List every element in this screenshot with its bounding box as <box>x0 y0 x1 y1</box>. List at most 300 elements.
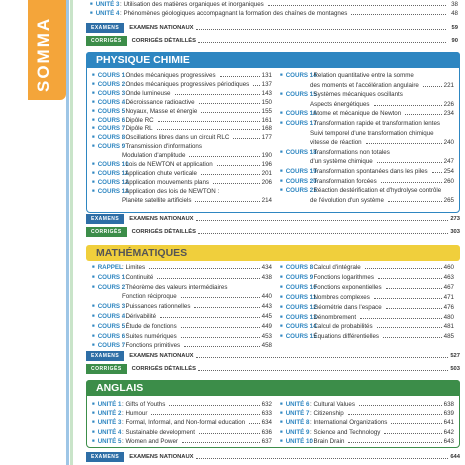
leader-dots <box>196 217 448 221</box>
entry-page: 471 <box>443 293 454 301</box>
leader-dots <box>196 26 446 30</box>
corriges-title: CORRIGÉS DÉTAILLÉS <box>131 229 196 235</box>
anglais-header <box>86 380 460 396</box>
toc-entry[interactable] <box>92 438 272 445</box>
entry-title: : Fonctions exponentielles <box>310 283 382 291</box>
leader-dots <box>199 100 260 104</box>
entry-page: 460 <box>443 264 454 271</box>
entry-title: : Oscillations libres dans un circuit RLC <box>122 134 230 142</box>
entry-page: 480 <box>443 313 454 321</box>
entry-label: ■ COURS 10 <box>92 161 122 168</box>
entry-page: 196 <box>261 161 272 168</box>
toc-entry[interactable] <box>92 313 272 320</box>
toc-entry[interactable] <box>280 401 454 408</box>
maths-header <box>86 245 460 261</box>
toc-entry[interactable] <box>92 161 272 168</box>
entry-title: de l'évolution d'un système <box>310 196 384 204</box>
maths-title: MATHÉMATIQUES <box>96 247 188 259</box>
toc-entry[interactable] <box>92 134 272 141</box>
corriges-tag: CORRIGÉS <box>86 364 127 374</box>
entry-label: ■ COURS 13 <box>92 188 122 195</box>
entry-label: ■ COURS 8 <box>92 134 122 141</box>
toc-entry[interactable] <box>92 284 272 291</box>
entry-title: : Théorème des valeurs intermédiaires <box>122 283 228 291</box>
entry-page: 214 <box>261 196 272 204</box>
leader-dots <box>181 294 260 298</box>
entry-page: 254 <box>443 168 454 175</box>
leader-dots <box>377 324 442 328</box>
toc-entry[interactable] <box>280 419 454 426</box>
entry-title: : Systèmes mécaniques oscillants <box>310 91 403 99</box>
entry-page: 481 <box>443 323 454 331</box>
entry-page: 637 <box>261 437 272 445</box>
entry-page: 467 <box>443 283 454 291</box>
entry-title: : Lois de NEWTON et application <box>122 161 213 168</box>
entry-page: 265 <box>443 196 454 204</box>
entry-label: ■ UNITÉ 9 <box>280 429 310 436</box>
leader-dots <box>157 275 259 279</box>
leader-dots <box>360 315 442 319</box>
toc-entry[interactable] <box>280 323 454 330</box>
exams-title: EXAMENS NATIONAUX <box>129 25 194 31</box>
toc-entry[interactable] <box>92 333 272 340</box>
leader-dots <box>201 171 260 175</box>
leader-dots <box>149 265 260 269</box>
entry-title: : Décroissance radioactive <box>122 98 195 106</box>
entry-title: : Transmission d'informations <box>122 143 202 151</box>
entry-page: 485 <box>443 333 454 341</box>
entry-title: d'un système chimique <box>310 158 373 166</box>
entry-title: : Limites <box>122 264 146 271</box>
leader-dots <box>388 198 442 202</box>
exams-title: EXAMENS NATIONAUX <box>129 353 194 359</box>
entry-label: ■ COURS 5 <box>92 108 122 115</box>
corriges-tag: CORRIGÉS <box>86 36 127 46</box>
entry-label: ■ COURS 20 <box>280 178 310 185</box>
entry-label: ■ COURS 17 <box>280 120 310 127</box>
toc-entry[interactable] <box>92 293 272 300</box>
toc-entry[interactable] <box>90 10 458 17</box>
entry-title: vitesse de réaction <box>310 139 362 147</box>
entry-label: ■ COURS 18 <box>280 149 310 156</box>
leader-dots <box>157 126 260 130</box>
entry-title: : Ondes mécaniques progressives <box>122 72 216 79</box>
toc-entry[interactable] <box>280 178 454 185</box>
toc-entry[interactable] <box>92 429 272 436</box>
entry-label: ■ COURS 7 <box>92 342 122 349</box>
toc-entry[interactable] <box>92 99 272 106</box>
leader-dots <box>233 135 259 139</box>
entry-title: Suivi temporel d'une transformation chimique <box>310 129 434 137</box>
exams-tag: EXAMENS <box>86 452 124 462</box>
entry-title: : Dipôle RC <box>122 116 154 124</box>
entry-title: : Suites numériques <box>122 332 177 340</box>
entry-page: 247 <box>443 158 454 166</box>
toc-entry[interactable] <box>92 410 272 417</box>
entry-title: : Calcul de probabilités <box>310 323 373 331</box>
toc-entry[interactable] <box>280 168 454 175</box>
leader-dots <box>268 2 446 6</box>
side-divider-green <box>70 0 73 465</box>
corriges-title: CORRIGÉS DÉTAILLÉS <box>131 38 196 44</box>
toc-entry[interactable] <box>280 264 454 271</box>
entry-label: ■ COURS 2 <box>92 81 122 88</box>
entry-label: ■ COURS 5 <box>92 323 122 330</box>
entry-label: ■ COURS 4 <box>92 313 122 320</box>
toc-entry[interactable] <box>92 125 272 132</box>
leader-dots <box>386 285 442 289</box>
entry-page: 643 <box>443 437 454 445</box>
entry-title: : Étude de fonctions <box>122 322 177 330</box>
entry-title: : Formal, Informal, and Non-formal education <box>122 419 246 427</box>
entry-label: ■ UNITÉ 8 <box>280 419 310 426</box>
leader-dots <box>386 305 442 309</box>
entry-label: ■ UNITÉ 3 <box>92 419 122 426</box>
entry-page: 440 <box>261 293 272 301</box>
entry-label: ■ COURS 4 <box>92 99 122 106</box>
leader-dots <box>366 140 442 144</box>
entry-page: 221 <box>443 81 454 89</box>
entry-title: : Women and Power <box>122 437 178 445</box>
entry-page: 168 <box>261 125 272 133</box>
entry-label: ■ UNITÉ 5 <box>92 438 122 445</box>
leader-dots <box>181 324 260 328</box>
toc-entry[interactable] <box>280 158 454 165</box>
leader-dots <box>189 153 259 157</box>
leader-dots <box>348 411 442 415</box>
leader-dots <box>213 180 260 184</box>
toc-entry[interactable] <box>280 304 454 311</box>
entry-title: : Transformations non totales <box>310 148 390 156</box>
entry-title: : Équations différentielles <box>310 333 380 341</box>
entry-page: 190 <box>261 152 272 160</box>
entry-title: Planète satellite artificiels <box>122 196 192 204</box>
toc-entry[interactable] <box>92 264 272 271</box>
leader-dots <box>158 118 260 122</box>
maths-corriges-entry[interactable] <box>86 364 460 374</box>
toc-entry[interactable] <box>92 152 272 159</box>
entry-label: ■ RAPPEL <box>92 264 122 271</box>
toc-entry[interactable] <box>280 82 454 89</box>
entry-label: ■ COURS 9 <box>280 274 310 281</box>
toc-entry[interactable] <box>280 139 454 146</box>
leader-dots <box>432 169 442 173</box>
toc-entry[interactable] <box>92 90 272 97</box>
toc-entry[interactable] <box>280 410 454 417</box>
entry-page: 434 <box>261 264 272 271</box>
leader-dots <box>220 73 260 77</box>
entry-title: : Transformation forcées <box>310 177 377 185</box>
sommaire-label: SOMMA <box>34 16 53 92</box>
toc-entry[interactable] <box>280 149 454 156</box>
entry-label: ■ COURS 15 <box>280 91 310 98</box>
entry-label: ■ COURS 7 <box>92 125 122 132</box>
entry-title: : International Organizations <box>310 419 388 427</box>
entry-label: ■ COURS 6 <box>92 117 122 124</box>
toc-entry[interactable] <box>92 143 272 150</box>
entry-page: 177 <box>261 134 272 142</box>
toc-entry[interactable] <box>280 333 454 340</box>
entry-title: : Gifts of Youths <box>122 401 166 408</box>
entry-page: 260 <box>443 177 454 185</box>
entry-label: ■ COURS 13 <box>280 314 310 321</box>
entry-label: ■ COURS 19 <box>280 168 310 175</box>
toc-entry[interactable] <box>92 188 272 195</box>
entry-label: ■ COURS 1 <box>92 274 122 281</box>
entry-title: : Puissances rationnelles <box>122 303 191 311</box>
exams-page: 273 <box>450 216 460 222</box>
leader-dots <box>377 159 442 163</box>
entry-page: 632 <box>261 401 272 408</box>
entry-page: 240 <box>443 139 454 147</box>
entry-label: ■ COURS 6 <box>92 333 122 340</box>
toc-entry[interactable] <box>92 72 272 79</box>
entry-page: 38 <box>451 1 458 8</box>
leader-dots <box>169 402 259 406</box>
entry-page: 443 <box>261 303 272 311</box>
leader-dots <box>198 367 448 371</box>
entry-title: : Calcul d'intégrale <box>310 264 361 271</box>
leader-dots <box>374 102 442 106</box>
entry-title: : Utilisation des matières organiques et inorganiques <box>120 1 264 8</box>
entry-title: : Fonctions logarithmes <box>310 273 374 281</box>
entry-label: ■ UNITÉ 4 <box>92 429 122 436</box>
entry-title: : Réaction destérification et d'hydrolyse contrôle <box>310 187 442 195</box>
entry-label: ■ UNITÉ 4 <box>90 10 120 17</box>
entry-label: ■ COURS 3 <box>92 303 122 310</box>
corriges-page: 90 <box>451 38 458 44</box>
leader-dots <box>217 162 260 166</box>
entry-title: : Transformation spontanées dans les piles <box>310 168 428 175</box>
entry-label: ■ COURS 12 <box>92 179 122 186</box>
entry-title: : Sustainable development <box>122 428 195 436</box>
entry-label: ■ COURS 14 <box>280 72 310 79</box>
entry-page: 150 <box>261 98 272 106</box>
entry-page: 449 <box>261 322 272 330</box>
entry-label: ■ COURS 14 <box>280 323 310 330</box>
entry-page: 201 <box>261 169 272 177</box>
leader-dots <box>194 304 259 308</box>
toc-entry[interactable] <box>280 284 454 291</box>
entry-page: 137 <box>261 80 272 88</box>
entry-title: : Nombres complexes <box>310 293 370 301</box>
sommaire-side-tab <box>28 0 66 100</box>
entry-page: 642 <box>443 428 454 436</box>
exams-page: 644 <box>450 454 460 460</box>
leader-dots <box>196 354 448 358</box>
physique-corriges-entry[interactable] <box>86 227 460 237</box>
toc-entry[interactable] <box>92 197 272 204</box>
physique-header <box>86 52 460 68</box>
entry-title: : Noyaux, Masse et énergie <box>122 107 198 115</box>
leader-dots <box>253 82 259 86</box>
toc-entry[interactable] <box>280 314 454 321</box>
entry-title: Modulation d'amplitude <box>122 152 186 160</box>
entry-page: 155 <box>261 107 272 115</box>
exams-tag: EXAMENS <box>86 214 124 224</box>
entry-title: : Géométrie dans l'espace <box>310 303 382 311</box>
leader-dots <box>201 109 259 113</box>
exams-page: 527 <box>450 353 460 359</box>
entry-title: Aspects énergétiques <box>310 100 370 108</box>
entry-title: : Application des lois de NEWTON : <box>122 187 220 195</box>
entry-page: 638 <box>443 401 454 408</box>
entry-label: ■ COURS 1 <box>92 72 122 79</box>
exams-tag: EXAMENS <box>86 23 124 33</box>
leader-dots <box>405 111 442 115</box>
entry-page: 641 <box>443 419 454 427</box>
toc-entry[interactable] <box>92 170 272 177</box>
toc-entry[interactable] <box>92 303 272 310</box>
entry-page: 438 <box>261 273 272 281</box>
leader-dots <box>351 11 446 15</box>
toc-entry[interactable] <box>90 1 458 8</box>
entry-title: : Cultural Values <box>310 401 355 408</box>
anglais-exams-entry[interactable] <box>86 452 460 462</box>
exams-tag: EXAMENS <box>86 351 124 361</box>
entry-title: : Dérivabilité <box>122 313 157 320</box>
physique-title: PHYSIQUE CHIMIE <box>96 54 190 66</box>
physique-exams-entry[interactable] <box>86 214 460 224</box>
leader-dots <box>198 230 448 234</box>
toc-entry[interactable] <box>280 101 454 108</box>
toc-entry[interactable] <box>280 120 454 127</box>
entry-label: ■ COURS 9 <box>92 143 122 150</box>
entry-title: : Dénombrement <box>310 313 357 321</box>
corriges-page: 503 <box>450 366 460 372</box>
entry-page: 633 <box>261 410 272 418</box>
leader-dots <box>151 411 259 415</box>
leader-dots <box>196 455 448 459</box>
leader-dots <box>249 420 260 424</box>
entry-page: 131 <box>261 72 272 79</box>
entry-title: : Fonctions primitives <box>122 342 181 350</box>
toc-entry[interactable] <box>280 91 454 98</box>
entry-label: ■ COURS 2 <box>92 284 122 291</box>
entry-title: : Dipôle RL <box>122 125 153 133</box>
top-exams-entry[interactable] <box>86 23 458 33</box>
leader-dots <box>391 420 441 424</box>
entry-label: ■ UNITÉ 6 <box>280 401 310 408</box>
entry-label: ■ COURS 21 <box>280 187 310 194</box>
entry-label: ■ COURS 8 <box>280 264 310 271</box>
toc-entry[interactable] <box>92 274 272 281</box>
toc-entry[interactable] <box>92 81 272 88</box>
entry-title: : Humour <box>122 410 148 418</box>
entry-page: 445 <box>261 313 272 320</box>
toc-entry[interactable] <box>280 110 454 117</box>
toc-entry[interactable] <box>280 72 454 79</box>
entry-page: 636 <box>261 428 272 436</box>
toc-entry[interactable] <box>92 323 272 330</box>
entry-page: 161 <box>261 116 272 124</box>
toc-entry[interactable] <box>280 130 454 137</box>
entry-title: : Science and Technology <box>310 428 381 436</box>
entry-page: 234 <box>443 110 454 118</box>
entry-label: ■ COURS 11 <box>280 294 310 301</box>
toc-entry[interactable] <box>92 401 272 408</box>
maths-exams-entry[interactable] <box>86 351 460 361</box>
leader-dots <box>423 83 442 87</box>
entry-page: 458 <box>261 342 272 350</box>
entry-page: 226 <box>443 100 454 108</box>
exams-page: 59 <box>451 25 458 31</box>
entry-title: : Continuité <box>122 273 154 281</box>
toc-entry[interactable] <box>280 197 454 204</box>
entry-title: : Relation quantitative entre la somme <box>310 72 414 79</box>
entry-title: : Onde lumineuse <box>122 89 171 97</box>
entry-title: : Application chute verticale <box>122 169 197 177</box>
corriges-page: 303 <box>450 229 460 235</box>
leader-dots <box>381 179 442 183</box>
anglais-title: ANGLAIS <box>96 382 144 394</box>
toc-entry[interactable] <box>92 342 272 349</box>
toc-entry[interactable] <box>92 179 272 186</box>
entry-page: 453 <box>261 332 272 340</box>
toc-entry[interactable] <box>92 419 272 426</box>
entry-label: ■ COURS 3 <box>92 90 122 97</box>
toc-entry[interactable] <box>280 294 454 301</box>
entry-label: ■ COURS 16 <box>280 110 310 117</box>
leader-dots <box>184 343 260 347</box>
leader-dots <box>195 198 259 202</box>
toc-entry[interactable] <box>280 438 454 445</box>
leader-dots <box>182 439 260 443</box>
entry-title: Fonction réciproque <box>122 293 177 301</box>
entry-title: : Ondes mécaniques progressives périodiques <box>122 80 250 88</box>
side-divider-blue <box>66 0 69 465</box>
leader-dots <box>365 265 442 269</box>
entry-page: 634 <box>261 419 272 427</box>
leader-dots <box>181 334 260 338</box>
entry-label: ■ COURS 12 <box>280 304 310 311</box>
exams-title: EXAMENS NATIONAUX <box>129 454 194 460</box>
leader-dots <box>378 275 442 279</box>
toc-entry[interactable] <box>280 429 454 436</box>
toc-entry[interactable] <box>92 117 272 124</box>
top-corriges-entry[interactable] <box>86 36 458 46</box>
entry-title: : Atome et mécanique de Newton <box>310 110 402 118</box>
entry-page: 476 <box>443 303 454 311</box>
corriges-tag: CORRIGÉS <box>86 227 127 237</box>
entry-label: ■ UNITÉ 1 <box>92 401 122 408</box>
entry-label: ■ COURS 15 <box>280 333 310 340</box>
entry-title: : Citizenship <box>310 410 344 418</box>
toc-entry[interactable] <box>280 274 454 281</box>
leader-dots <box>374 295 442 299</box>
entry-label: ■ UNITÉ 10 <box>280 438 310 445</box>
entry-title: : Transformation rapide et transformation lentes <box>310 120 441 127</box>
toc-entry[interactable] <box>92 108 272 115</box>
entry-title: : Phénomènes géologiques accompagnant la formation des chaînes de montagnes <box>120 10 348 17</box>
exams-title: EXAMENS NATIONAUX <box>129 216 194 222</box>
entry-page: 48 <box>451 10 458 17</box>
leader-dots <box>383 334 442 338</box>
entry-title: : Application mouvements plans <box>122 178 210 186</box>
entry-page: 143 <box>261 89 272 97</box>
toc-entry[interactable] <box>280 187 454 194</box>
entry-page: 463 <box>443 273 454 281</box>
leader-dots <box>348 439 441 443</box>
entry-label: ■ UNITÉ 2 <box>92 410 122 417</box>
entry-page: 639 <box>443 410 454 418</box>
entry-label: ■ COURS 10 <box>280 284 310 291</box>
entry-page: 206 <box>261 178 272 186</box>
leader-dots <box>199 430 260 434</box>
entry-label: ■ UNITÉ 7 <box>280 410 310 417</box>
corriges-title: CORRIGÉS DÉTAILLÉS <box>131 366 196 372</box>
entry-label: ■ UNITÉ 3 <box>90 1 120 8</box>
